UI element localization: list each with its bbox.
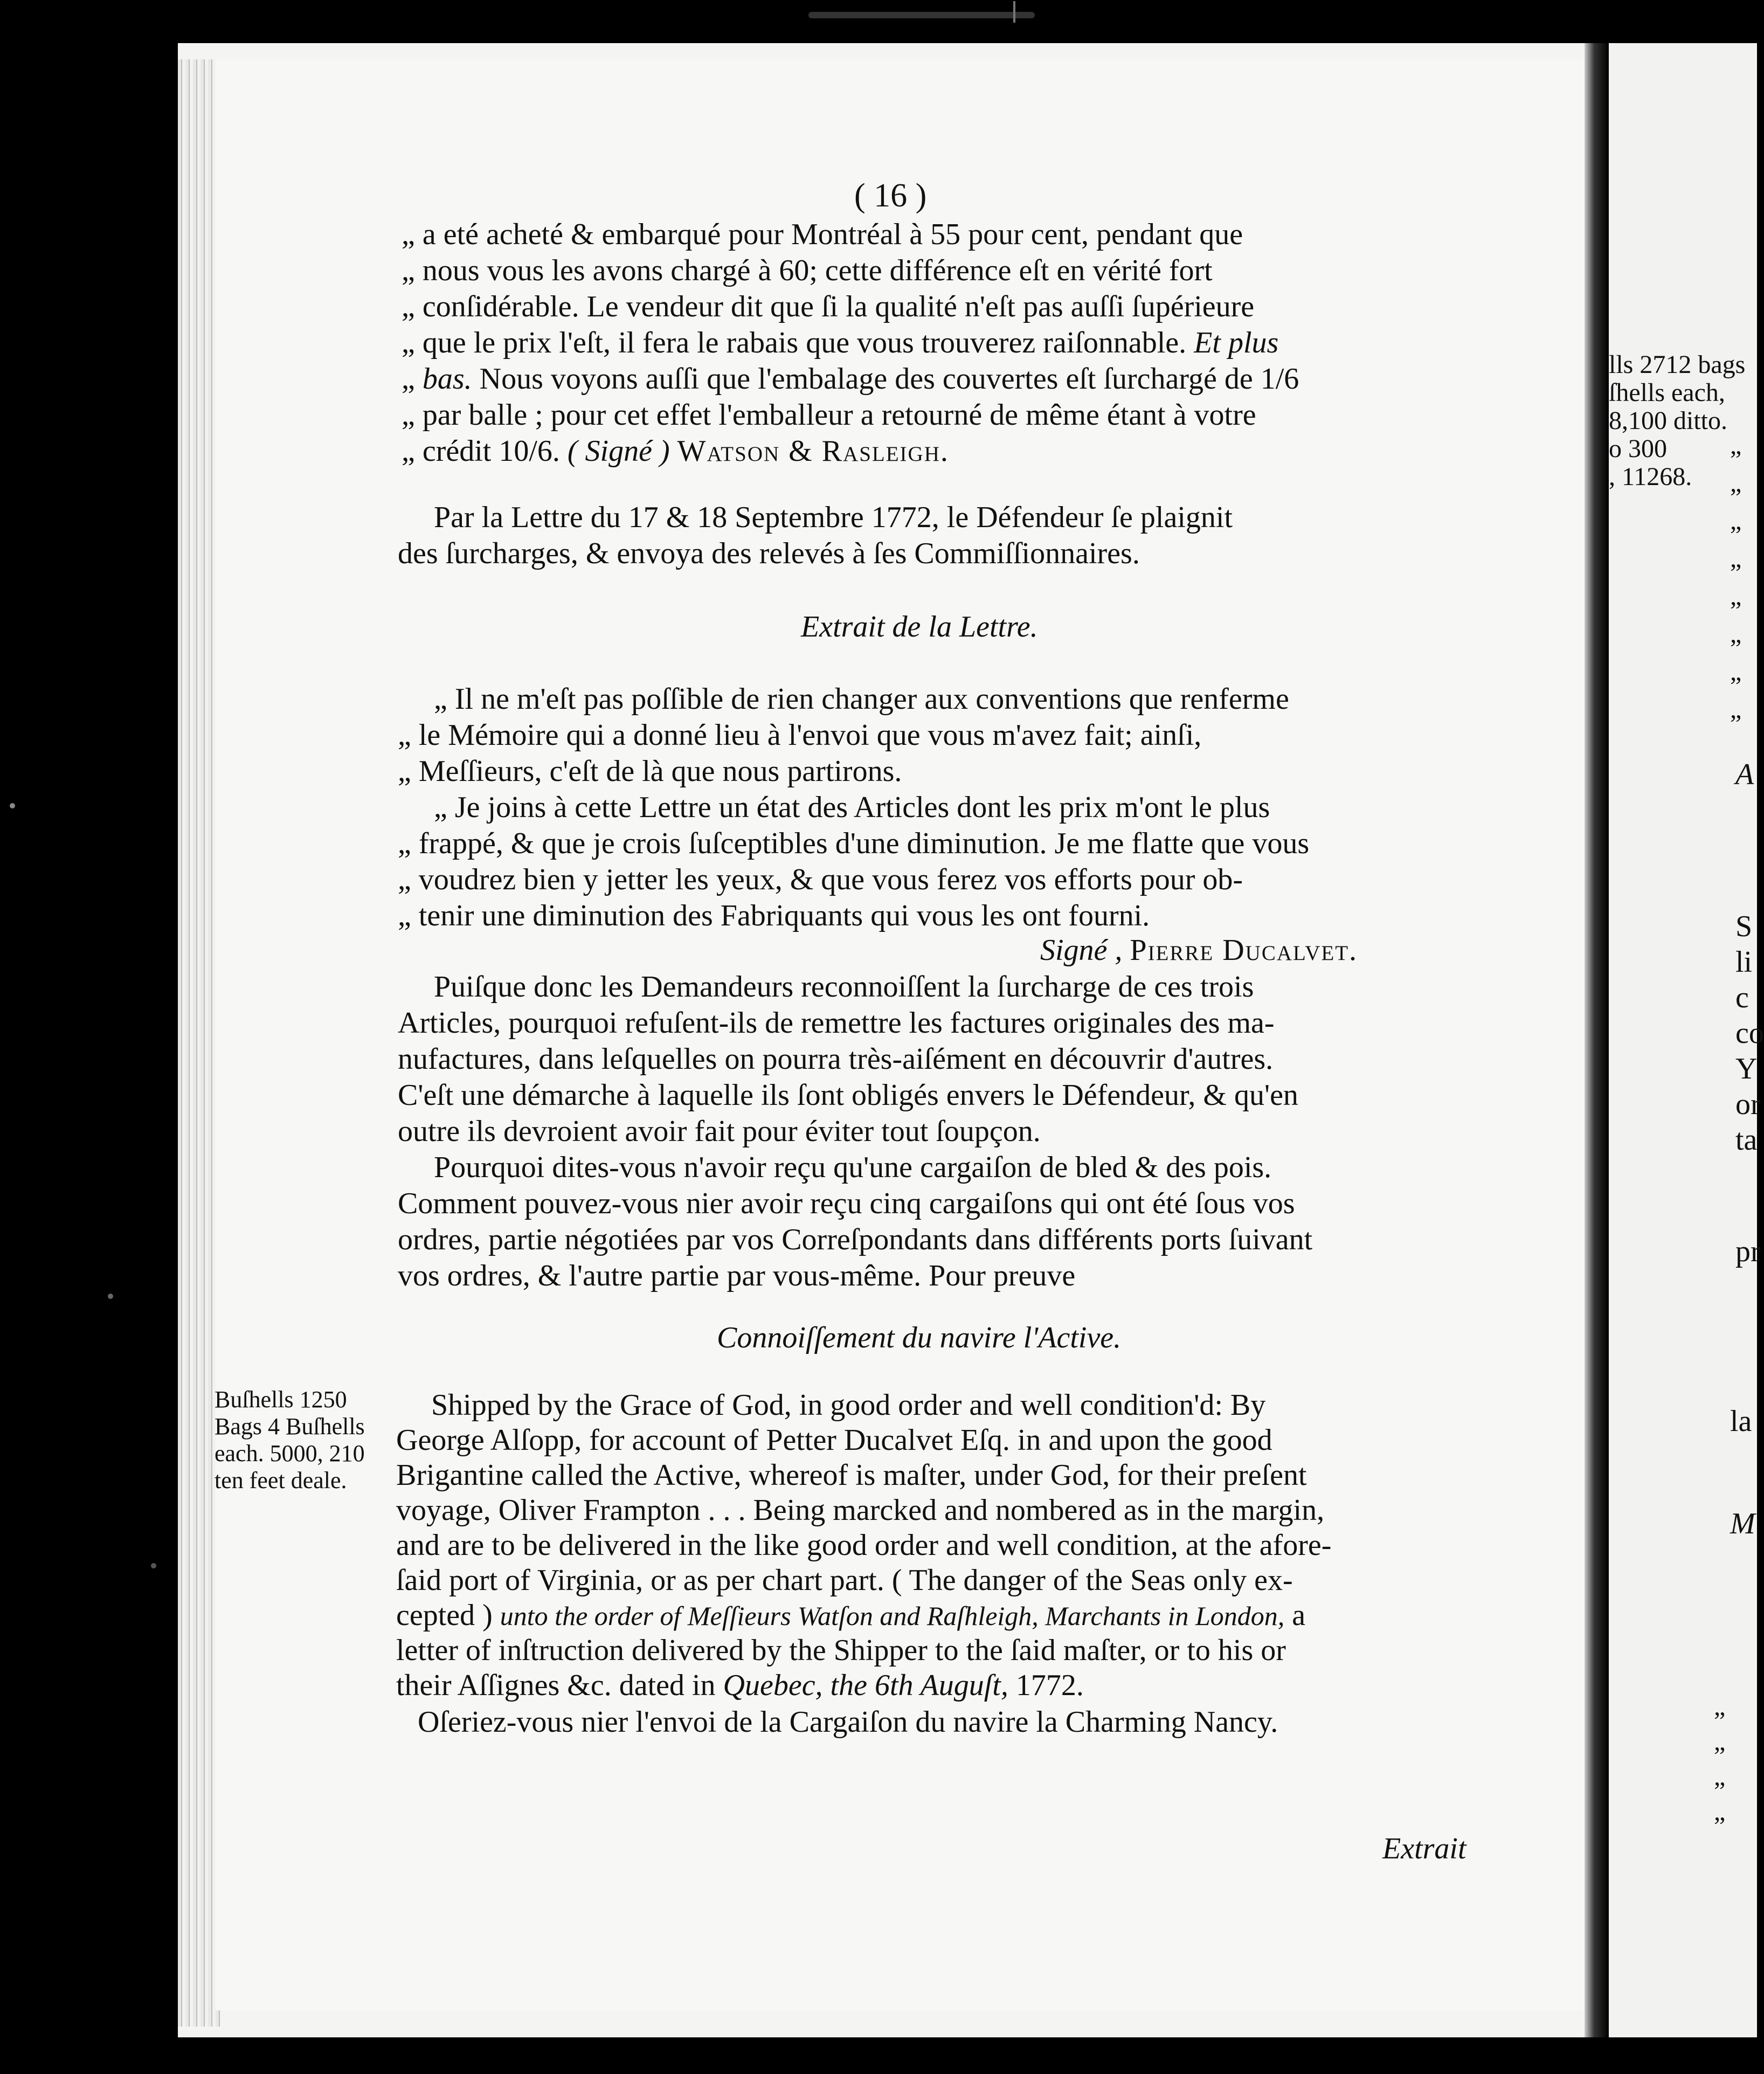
text-line: C'eſt une démarche à laquelle ils ſont obligés envers le Défendeur, & qu'en (398, 1079, 1298, 1112)
text-line: ordres, partie négotiées par vos Correſpondants dans différents ports ſuivant (398, 1223, 1313, 1256)
text-line: cepted ) unto the order of Meſſieurs Watſon and Raſhleigh, Marchants in London, a (396, 1599, 1306, 1632)
next-page-text: 8,100 ditto. (1609, 406, 1728, 435)
next-page-text: o 300 (1609, 434, 1667, 463)
next-page-text: or (1735, 1088, 1761, 1121)
text-line: outre ils devroient avoir fait pour éviter tout ſoupçon. (398, 1115, 1041, 1148)
margin-note: each. 5000, 210 (215, 1440, 365, 1467)
text-line: Puiſque donc les Demandeurs reconnoiſſent la ſurcharge de ces trois (434, 970, 1254, 1004)
quote-mark: „ (1714, 1798, 1726, 1826)
text-line: George Alſopp, for account of Petter Ducalvet Eſq. in and upon the good (396, 1423, 1272, 1457)
text-line: ſaid port of Virginia, or as per chart part. ( The danger of the Seas only ex- (396, 1564, 1293, 1597)
text-line: „ Je joins à cette Lettre un état des Articles dont les prix m'ont le plus (434, 791, 1270, 824)
page-number: ( 16 ) (854, 177, 927, 214)
scan-speck (151, 1563, 156, 1568)
text-line: „ frappé, & que je crois ſuſceptibles d'une diminution. Je me flatte que vous (398, 827, 1310, 860)
quote-mark: „ (1714, 1692, 1726, 1721)
quote-mark: „ (1714, 1762, 1726, 1791)
ink-mark (1013, 1, 1015, 23)
ink-smudge (808, 12, 1035, 18)
text-line: „ a eté acheté & embarqué pour Montréal à 55 pour cent, pendant que (402, 218, 1243, 251)
next-page-text: pr (1735, 1235, 1761, 1268)
next-page-text: c (1735, 981, 1749, 1014)
next-page-text: ta (1735, 1123, 1758, 1157)
catchword: Extrait (1382, 1832, 1466, 1865)
text-line: „ par balle ; pour cet effet l'emballeur a retourné de même étant à votre (402, 398, 1256, 432)
text-line: Oſeriez-vous nier l'envoi de la Cargaiſon du navire la Charming Nancy. (418, 1705, 1278, 1739)
signature-line: Signé , Pierre Ducalvet. (1040, 934, 1358, 967)
quote-mark: „ (1714, 1727, 1726, 1756)
text-line: voyage, Oliver Frampton . . . Being marcked and nombered as in the margin, (396, 1494, 1325, 1527)
next-page-text: co (1735, 1017, 1764, 1050)
text-line: Par la Lettre du 17 & 18 Septembre 1772, le Défendeur ſe plaignit (434, 501, 1233, 534)
text-line: „ que le prix l'eſt, il fera le rabais que vous trouverez raiſonnable. Et plus (402, 326, 1279, 360)
text-line: „ voudrez bien y jetter les yeux, & que vous ferez vos efforts pour ob- (398, 863, 1243, 896)
quote-mark: „ (1730, 544, 1742, 573)
next-page-text: A (1735, 758, 1754, 791)
quote-mark: „ (1730, 582, 1742, 611)
quote-mark: „ (1730, 507, 1742, 535)
next-page-text: la (1730, 1405, 1752, 1438)
page-edges (178, 59, 221, 2027)
text-line: „ tenir une diminution des Fabriquants qui vous les ont fourni. (398, 899, 1150, 932)
next-page-text: Y (1735, 1052, 1758, 1086)
text-line: „ Il ne m'eſt pas poſſible de rien changer aux conventions que renferme (434, 682, 1289, 716)
section-heading: Extrait de la Lettre. (801, 610, 1038, 644)
text-line: „ le Mémoire qui a donné lieu à l'envoi que vous m'avez fait; ainſi, (398, 718, 1202, 752)
margin-note: ten feet deale. (215, 1467, 347, 1494)
margin-note: Buſhells 1250 (215, 1386, 347, 1413)
next-page-text: ſhells each, (1609, 378, 1725, 407)
next-page-text: lls 2712 bags (1609, 350, 1746, 379)
text-line: Brigantine called the Active, whereof is maſter, under God, for their preſent (396, 1458, 1307, 1492)
next-page-text: S (1735, 910, 1753, 943)
next-page-text: M (1730, 1507, 1755, 1540)
text-line: Pourquoi dites-vous n'avoir reçu qu'une cargaiſon de bled & des pois. (434, 1151, 1272, 1184)
text-line: Articles, pourquoi refuſent-ils de remettre les factures originales des ma- (398, 1006, 1275, 1040)
scan-speck (10, 803, 15, 808)
quote-mark: „ (1730, 658, 1742, 686)
quote-mark: „ (1730, 431, 1742, 460)
next-page-text: li (1735, 945, 1753, 979)
text-line: nufactures, dans leſquelles on pourra très-aiſément en découvrir d'autres. (398, 1042, 1274, 1076)
text-line: „ nous vous les avons chargé à 60; cette différence eſt en vérité fort (402, 254, 1213, 287)
text-line: and are to be delivered in the like good order and well condition, at the afore- (396, 1529, 1332, 1562)
text-line: „ conſidérable. Le vendeur dit que ſi la qualité n'eſt pas auſſi ſupérieure (402, 290, 1255, 323)
next-page-fragment (1609, 43, 1764, 2037)
text-line: „ bas. Nous voyons auſſi que l'embalage des couvertes eſt ſurchargé de 1/6 (402, 362, 1299, 396)
text-line: des ſurcharges, & envoya des relevés à ſes Commiſſionnaires. (398, 537, 1140, 570)
next-page-text: , 11268. (1609, 462, 1692, 491)
text-line: Shipped by the Grace of God, in good order and well condition'd: By (431, 1388, 1266, 1422)
scan-border-top (0, 0, 1757, 43)
text-line: „ Meſſieurs, c'eſt de là que nous partirons. (398, 755, 902, 788)
quote-mark: „ (1730, 620, 1742, 648)
quote-mark: „ (1730, 695, 1742, 724)
margin-note: Bags 4 Buſhells (215, 1413, 365, 1440)
scan-speck (108, 1294, 113, 1299)
quote-mark: „ (1730, 469, 1742, 497)
text-line: Comment pouvez-vous nier avoir reçu cinq cargaiſons qui ont été ſous vos (398, 1187, 1295, 1220)
section-heading: Connoiſſement du navire l'Active. (717, 1321, 1122, 1354)
text-line: „ crédit 10/6. ( Signé ) Watson & Rasleigh. (402, 434, 949, 468)
text-line: vos ordres, & l'autre partie par vous-même. Pour preuve (398, 1259, 1076, 1292)
book-gutter (1585, 43, 1609, 2037)
text-line: letter of inſtruction delivered by the Shipper to the ſaid maſter, or to his or (396, 1634, 1286, 1667)
text-line: their Aſſignes &c. dated in Quebec, the 6th Auguſt, 1772. (396, 1669, 1084, 1702)
